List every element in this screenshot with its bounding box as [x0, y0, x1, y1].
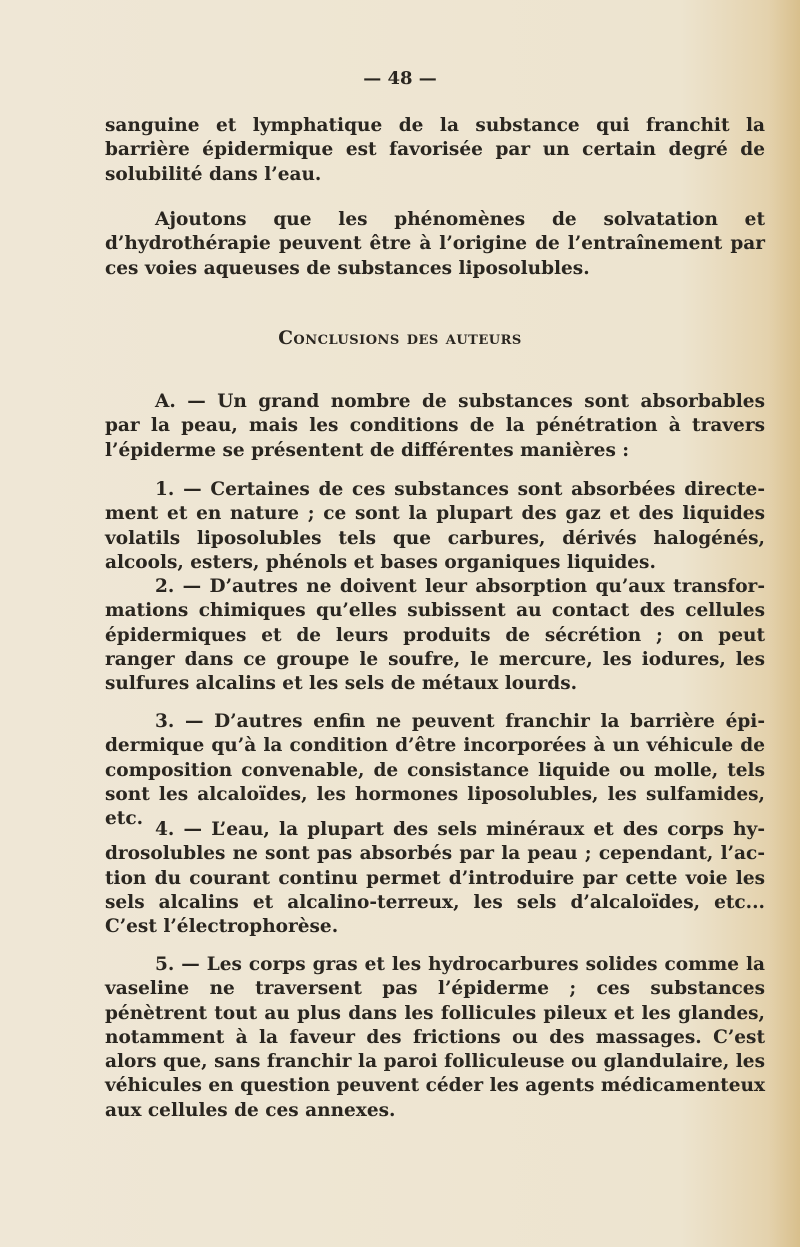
page-number: — 48 —	[363, 68, 437, 89]
conclusion-item-2: 2. — D’autres ne doivent leur absorption qu’aux transformations chimiques qu’elles subissent au contact des cellules épidermiques et de leurs produits de sécrétion ; on peut ranger dans ce groupe le soufre, le mercure, les iodures, les sulfures alcalins et les sels de métaux lourds.	[105, 576, 765, 695]
conclusion-intro: A. — Un grand nombre de substances sont absorbables par la peau, mais les conditions de la pénétration à travers l’épiderme se présentent de différentes manières :	[105, 391, 765, 461]
conclusion-item-4: 4. — L’eau, la plupart des sels minéraux et des corps hydrosolubles ne sont pas absorbés par la peau ; cependant, l’action du courant continu permet d’introduire par cette voie les sels alcalins et alcalino-terreux, les sels d’alcaloïdes, etc... C’est l’électrophorèse.	[105, 819, 765, 938]
conclusion-item-3: 3. — D’autres enfin ne peuvent franchir la barrière épidermique qu’à la condition d’être incorporées à un véhicule de composition convenable, de consistance liquide ou molle, tels sont les alcaloïdes, les hormones liposolubles, les sulfamides, etc.	[105, 711, 765, 830]
conclusion-item-1: 1. — Certaines de ces substances sont absorbées directement et en nature ; ce sont la plupart des gaz et des liquides volatils liposolubles tels que carbures, dérivés halogénés, alcools, esters, phénols et bases organiques liquides.	[105, 479, 765, 573]
conclusion-item-5: 5. — Les corps gras et les hydrocarbures solides comme la vaseline ne traversent pas l’épiderme ; ces substances pénètrent tout au plus dans les follicules pileux et les glandes, notamment à la faveur des frictions ou des massages. C’est alors que, sans franchir la paroi folliculeuse ou glandulaire, les véhicules en question peuvent céder les agents médicamenteux aux cellules de ces annexes.	[105, 954, 765, 1121]
section-heading: Conclusions des auteurs	[278, 328, 522, 349]
paragraph-solvatation: Ajoutons que les phénomènes de solvatation et d’hydrothérapie peuvent être à l’origine de l’entraînement par ces voies aqueuses de substances liposolubles.	[105, 209, 765, 279]
paragraph-continuation: sanguine et lymphatique de la substance qui franchit la barrière épidermique est favorisée par un certain degré de solubilité dans l’eau.	[105, 115, 765, 185]
